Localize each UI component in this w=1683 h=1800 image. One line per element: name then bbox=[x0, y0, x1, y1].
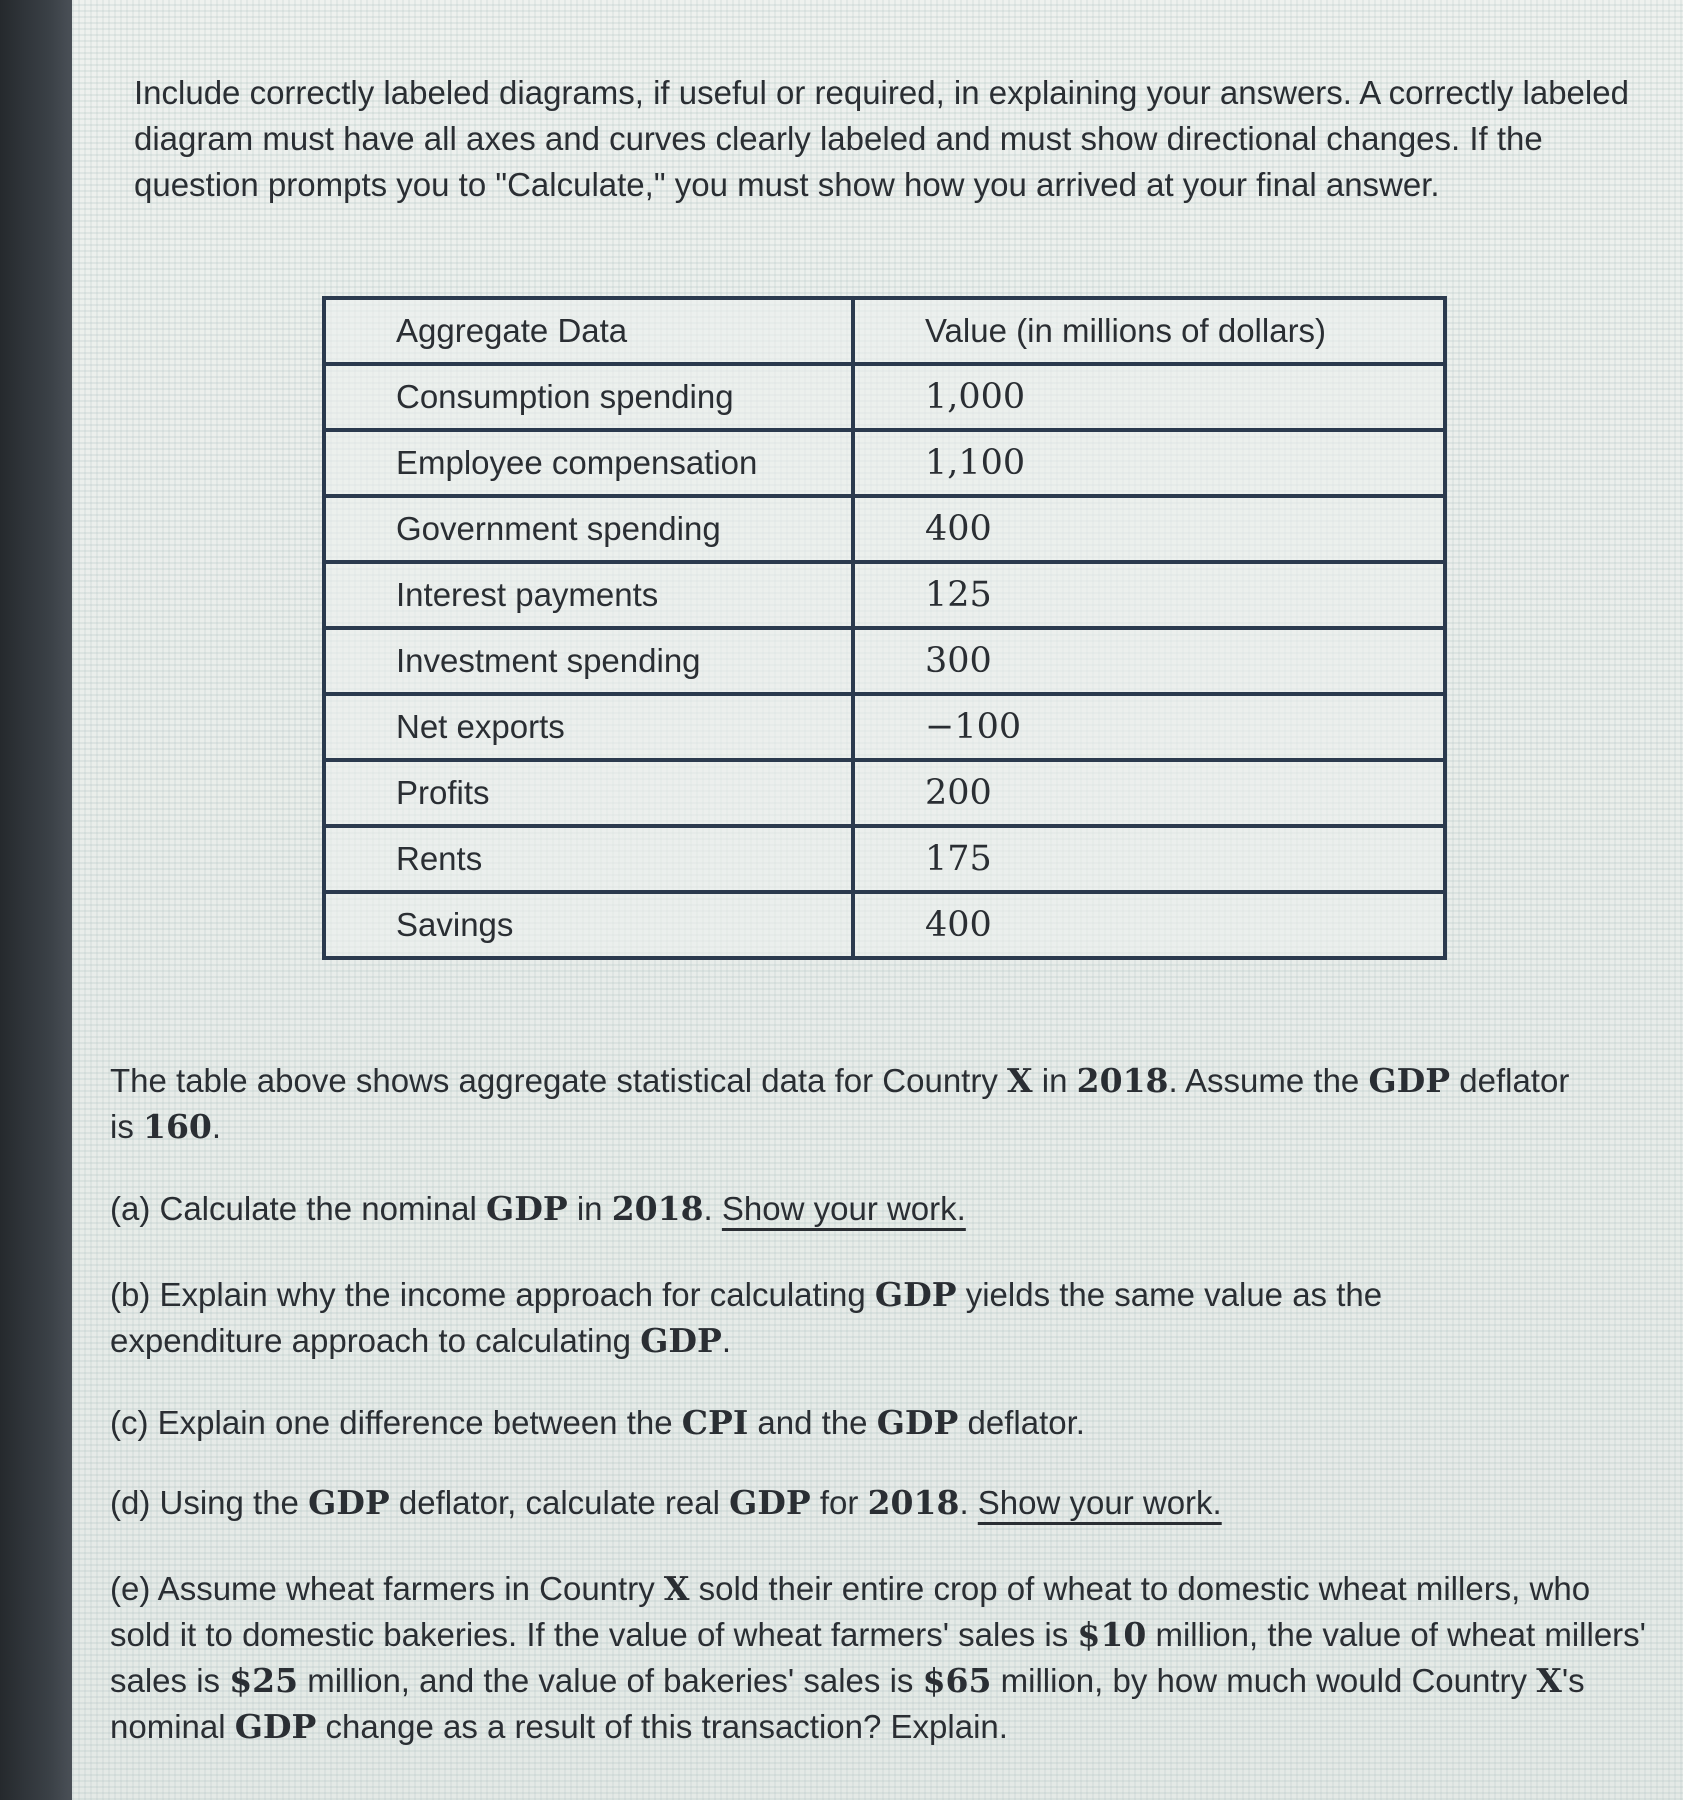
intro-text: deflator is bbox=[110, 1062, 1570, 1145]
instructions-text: Include correctly labeled diagrams, if useful or required, in explaining your answers. A correctly labeled diagram must have all axes and curves clearly labeled and must show directional changes. If the question prompts you to "Calculate," you must show how you arrived at your final answer. bbox=[134, 74, 1629, 203]
part-e-math: $65 bbox=[922, 1661, 992, 1700]
part-c-math: CPI bbox=[681, 1403, 749, 1442]
intro-text: The table above shows aggregate statistical data for Country bbox=[110, 1062, 1008, 1099]
show-your-work-link-d[interactable]: Show your work. bbox=[977, 1484, 1222, 1521]
row-label: Rents bbox=[324, 826, 853, 892]
row-label: Profits bbox=[324, 760, 853, 826]
part-a-math: GDP bbox=[486, 1189, 568, 1228]
table-row bbox=[324, 694, 1445, 760]
row-value: 125 bbox=[853, 562, 1445, 628]
part-e-text: million, and the value of bakeries' sales is bbox=[298, 1662, 923, 1699]
row-label: Employee compensation bbox=[324, 430, 853, 496]
question-page bbox=[72, 0, 1683, 1800]
row-label: Government spending bbox=[324, 496, 853, 562]
row-label: Consumption spending bbox=[324, 364, 853, 430]
part-c-text: and the bbox=[748, 1404, 877, 1441]
part-d-text: deflator, calculate real bbox=[389, 1484, 730, 1521]
intro-prompt bbox=[110, 1058, 1590, 1150]
table-row bbox=[324, 562, 1445, 628]
table-row bbox=[324, 430, 1445, 496]
part-a-prompt bbox=[110, 1186, 1640, 1232]
part-e-math: X bbox=[1536, 1661, 1562, 1700]
part-d-text: . bbox=[959, 1484, 978, 1521]
part-d-math: GDP bbox=[729, 1483, 811, 1522]
part-c-math: GDP bbox=[876, 1403, 959, 1442]
table-row bbox=[324, 826, 1445, 892]
row-value: 400 bbox=[853, 892, 1445, 958]
row-value: 300 bbox=[853, 628, 1445, 694]
part-c-text: deflator. bbox=[958, 1404, 1085, 1441]
intro-text: . Assume the bbox=[1168, 1062, 1369, 1099]
intro-text: in bbox=[1032, 1062, 1077, 1099]
part-e-text: (e) Assume wheat farmers in Country bbox=[110, 1570, 664, 1607]
part-a-math: 2018 bbox=[611, 1189, 704, 1228]
table-row bbox=[324, 364, 1445, 430]
part-e-text: million, by how much would Country bbox=[991, 1662, 1537, 1699]
intro-math: X bbox=[1007, 1061, 1033, 1100]
part-c-text: (c) Explain one difference between the bbox=[110, 1404, 682, 1441]
table-row bbox=[324, 496, 1445, 562]
table-row bbox=[324, 760, 1445, 826]
row-label: Net exports bbox=[324, 694, 853, 760]
part-e-math: $10 bbox=[1077, 1615, 1147, 1654]
part-e-prompt bbox=[110, 1566, 1650, 1750]
intro-math: 2018 bbox=[1076, 1061, 1169, 1100]
part-b-prompt bbox=[110, 1272, 1530, 1364]
part-e-text: 's nominal bbox=[110, 1662, 1585, 1745]
intro-math: GDP bbox=[1368, 1061, 1451, 1100]
part-e-math: GDP bbox=[234, 1707, 317, 1746]
row-value: 175 bbox=[853, 826, 1445, 892]
part-c-prompt bbox=[110, 1400, 1640, 1446]
row-value: −100 bbox=[853, 694, 1445, 760]
header-value: Value (in millions of dollars) bbox=[853, 298, 1445, 364]
header-aggregate-data: Aggregate Data bbox=[324, 298, 853, 364]
row-label: Interest payments bbox=[324, 562, 853, 628]
part-e-math: $25 bbox=[229, 1661, 299, 1700]
row-value: 1,000 bbox=[853, 364, 1445, 430]
table-row bbox=[324, 628, 1445, 694]
row-label: Savings bbox=[324, 892, 853, 958]
intro-math: 160 bbox=[143, 1107, 212, 1146]
part-d-text: (d) Using the bbox=[110, 1484, 309, 1521]
part-b-math: GDP bbox=[874, 1275, 957, 1314]
part-d-text: for bbox=[810, 1484, 868, 1521]
table-row bbox=[324, 892, 1445, 958]
row-label: Investment spending bbox=[324, 628, 853, 694]
row-value: 1,100 bbox=[853, 430, 1445, 496]
aggregate-data-table bbox=[322, 296, 1447, 960]
part-b-text: . bbox=[721, 1322, 731, 1359]
part-d-prompt bbox=[110, 1480, 1640, 1526]
part-e-math: X bbox=[663, 1569, 690, 1608]
part-a-text: . bbox=[703, 1190, 722, 1227]
part-b-text: (b) Explain why the income approach for calculating bbox=[110, 1276, 875, 1313]
part-d-math: GDP bbox=[308, 1483, 390, 1522]
row-value: 400 bbox=[853, 496, 1445, 562]
show-your-work-link-a[interactable]: Show your work. bbox=[721, 1190, 966, 1227]
part-a-text: (a) Calculate the nominal bbox=[110, 1190, 487, 1227]
part-e-text: sold their entire crop of wheat to domestic wheat millers, who sold it to domestic bakeries. If the value of wheat farmers' sales is bbox=[110, 1570, 1591, 1653]
part-e-text: change as a result of this transaction? Explain. bbox=[316, 1708, 1008, 1745]
intro-text: . bbox=[211, 1108, 222, 1145]
screen-bezel bbox=[0, 0, 72, 1800]
table-header-row bbox=[324, 298, 1445, 364]
part-a-text: in bbox=[567, 1190, 612, 1227]
part-d-math: 2018 bbox=[867, 1483, 960, 1522]
row-value: 200 bbox=[853, 760, 1445, 826]
part-b-text: yields the same value as the expenditure approach to calculating bbox=[110, 1276, 1383, 1359]
part-b-math: GDP bbox=[640, 1321, 722, 1360]
part-e-text: million, the value of wheat millers' sales is bbox=[110, 1616, 1646, 1699]
